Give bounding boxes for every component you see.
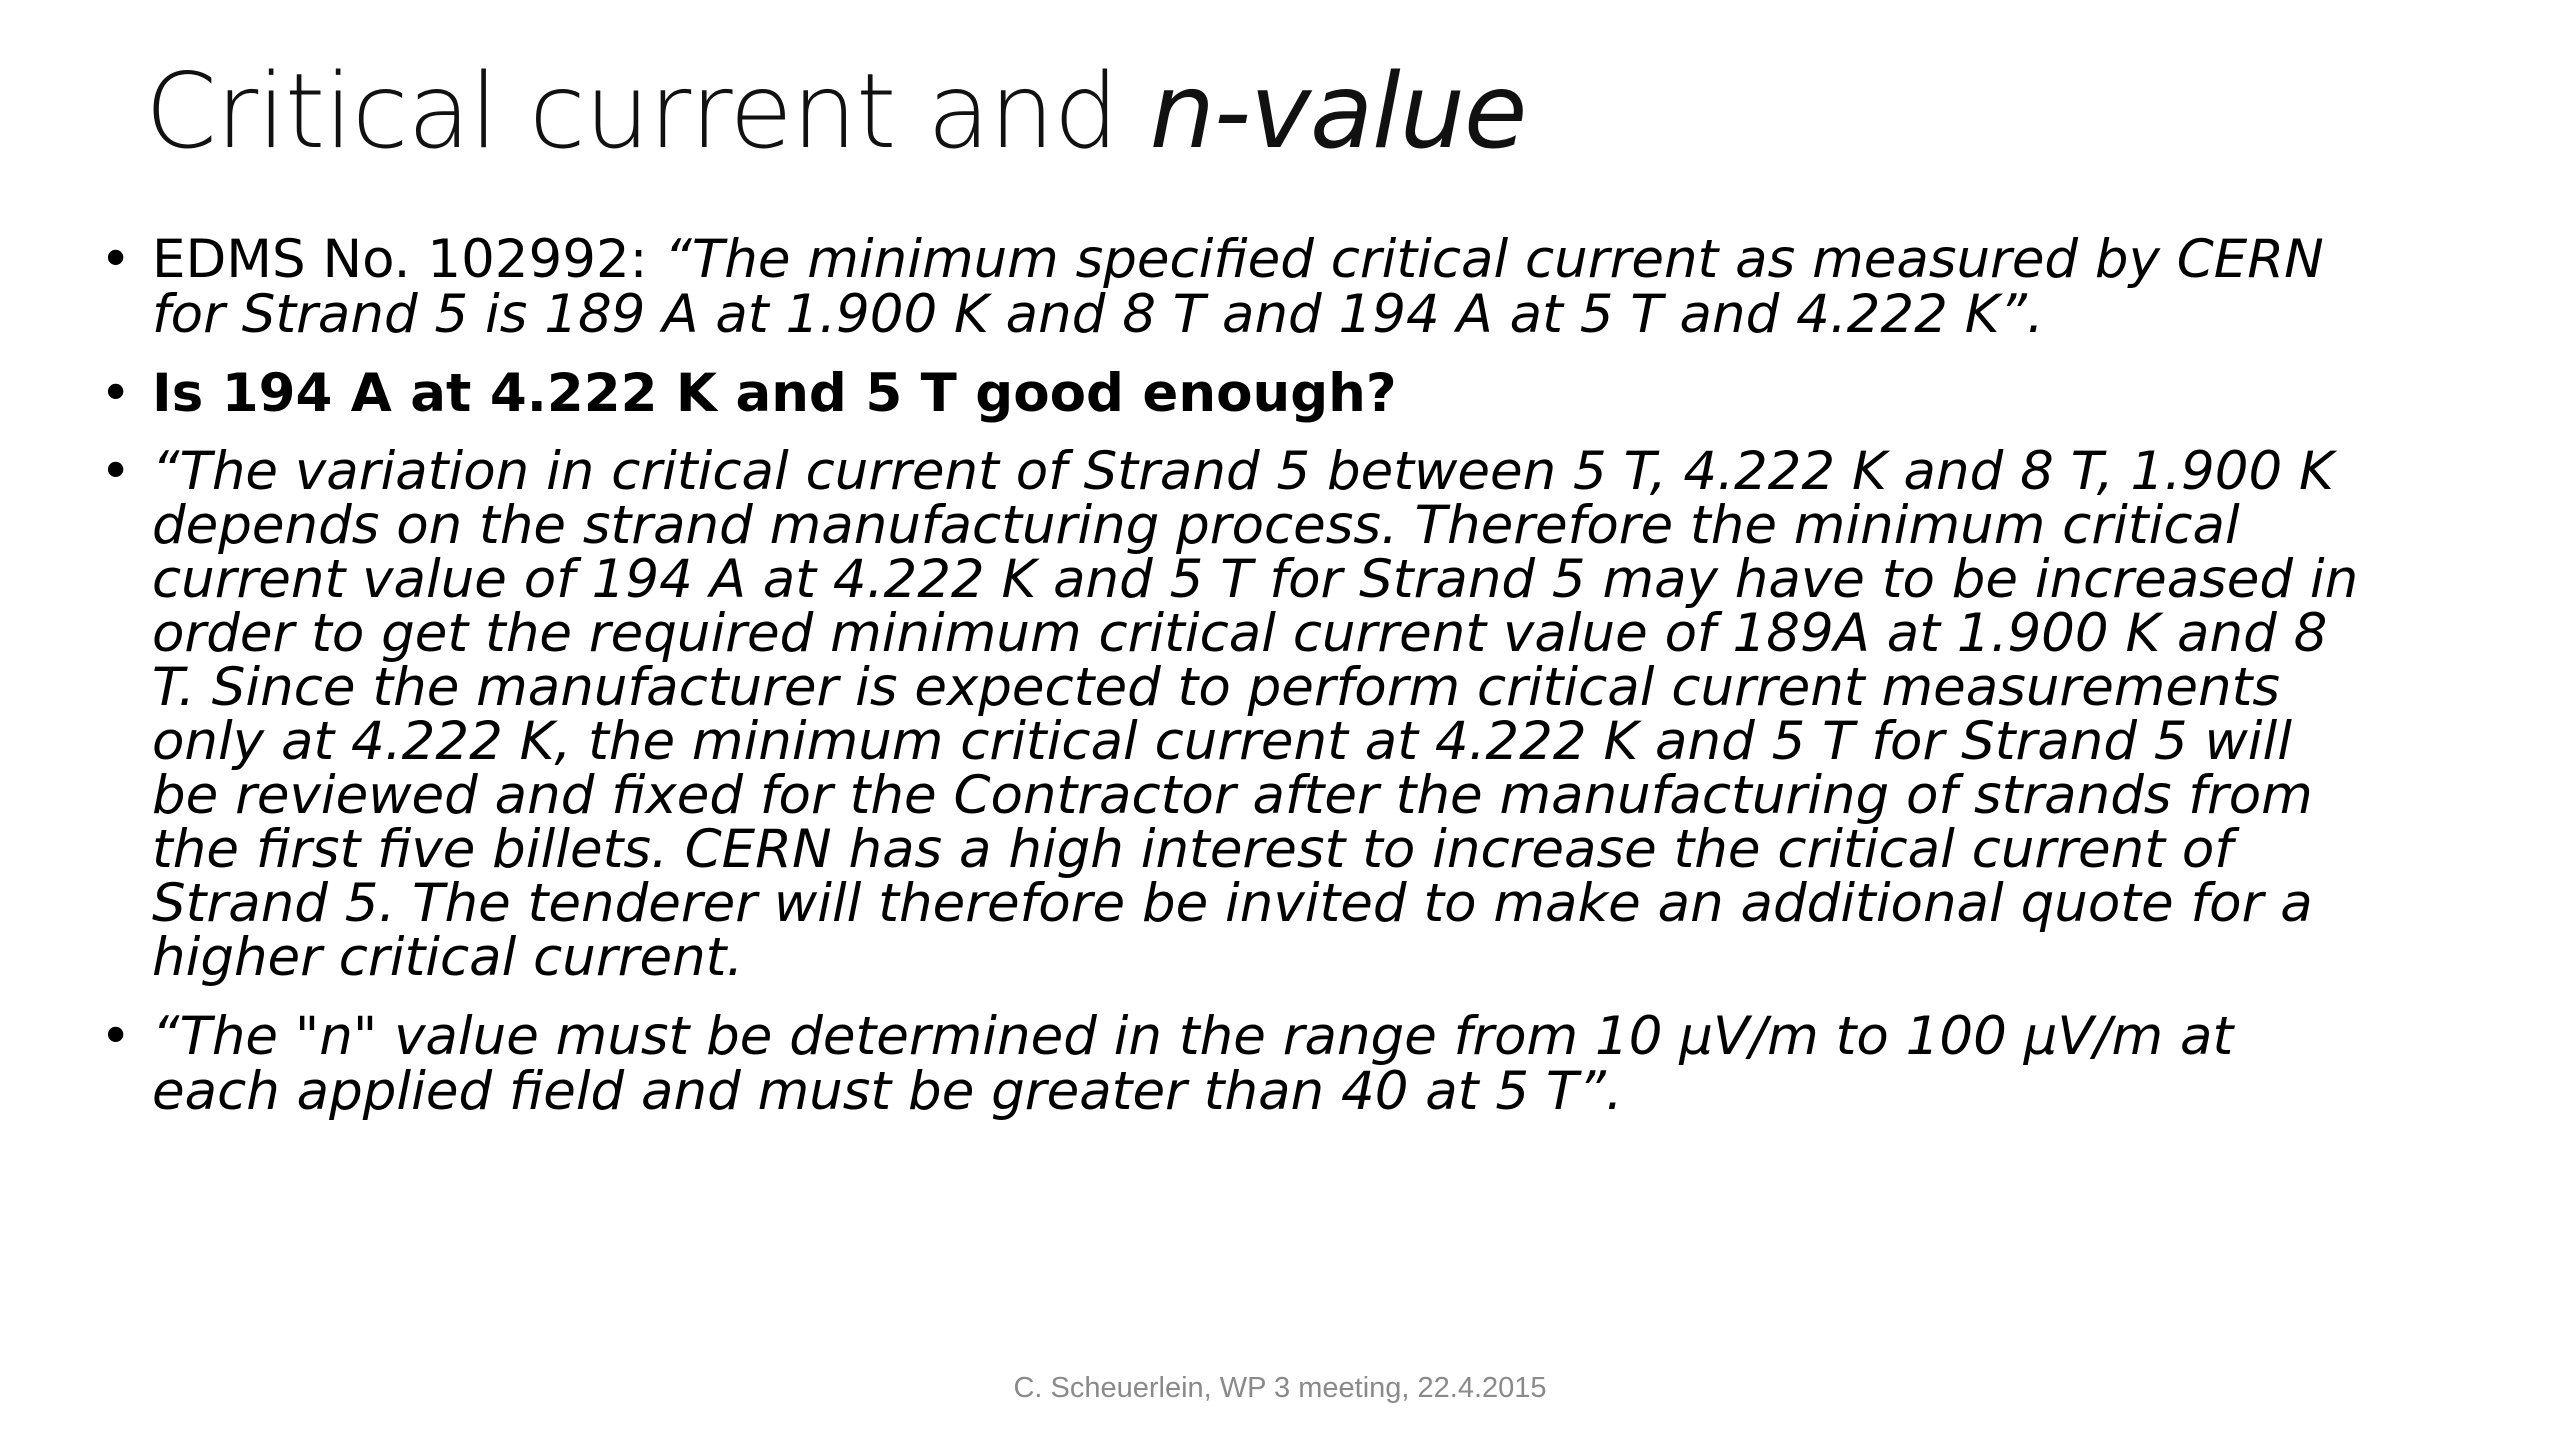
bullet-list <box>100 229 2360 1143</box>
bullet-item-n-value <box>100 1006 2360 1122</box>
bullet-item-variation <box>100 441 2360 988</box>
bullet-quote: “The minimum specified critical current as measured by CERN for Strand 5 is 189 A at 1.900 K and 8 T and 194 A at 5 T and 4.222 K”. <box>152 229 2324 345</box>
bullet-marker: • <box>100 1006 132 1067</box>
slide-title-plain: Critical current and <box>145 52 1150 172</box>
bullet-marker: • <box>100 229 132 290</box>
bullet-marker: • <box>100 363 132 424</box>
slide-footer: C. Scheuerlein, WP 3 meeting, 22.4.2015 <box>1013 1372 1547 1404</box>
slide-title <box>145 52 1527 172</box>
bullet-item-edms <box>100 229 2360 345</box>
bullet-quote: “The variation in critical current of Strand 5 between 5 T, 4.222 K and 8 T, 1.900 K depends on the strand manufacturing process. Therefore the minimum critical current value of 194 A at 4.222 K and 5 T for Strand 5 may have to be increased in order to get the required minimum critical current value of 189A at 1.900 K and 8 T. Since the manufacturer is expected to perform critical current measurements only at 4.222 K, the minimum critical current at 4.222 K and 5 T for Strand 5 will be reviewed and fixed for the Contractor after the manufacturing of strands from the first five billets. CERN has a high interest to increase the critical current of Strand 5. The tenderer will therefore be invited to make an additional quote for a higher critical current. <box>152 441 2359 988</box>
bullet-lead: EDMS No. 102992: <box>152 229 665 290</box>
slide-title-italic: n-value <box>1149 52 1527 172</box>
bullet-question-text: Is 194 A at 4.222 K and 5 T good enough? <box>152 363 1397 424</box>
bullet-quote: “The "n" value must be determined in the range from 10 µV/m to 100 µV/m at each applied field and must be greater than 40 at 5 T”. <box>152 1006 2234 1122</box>
bullet-item-question <box>100 363 2360 424</box>
bullet-marker: • <box>100 441 132 502</box>
